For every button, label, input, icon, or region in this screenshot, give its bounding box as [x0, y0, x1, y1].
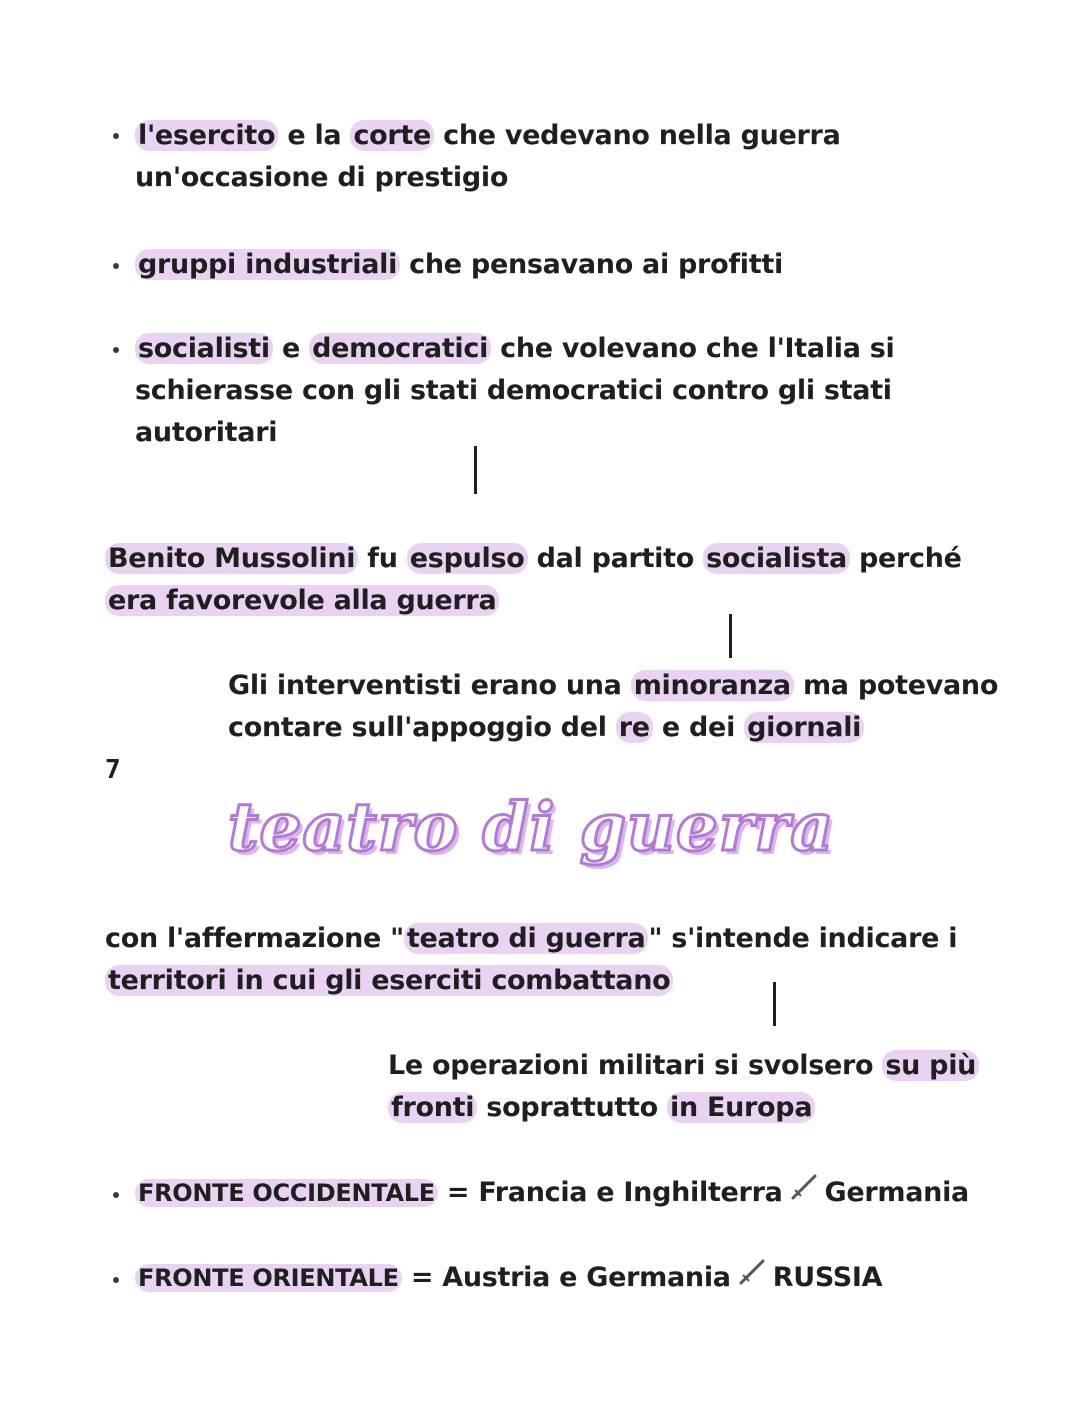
fronte-orientale	[135, 1257, 1035, 1300]
text: e dei	[652, 712, 745, 743]
highlight: su più	[882, 1050, 979, 1081]
highlight: socialisti	[135, 333, 273, 364]
text: contare sull'appoggio del	[228, 712, 616, 743]
text: Le operazioni militari si svolsero	[388, 1050, 883, 1081]
highlight: era favorevole alla guerra	[105, 585, 499, 616]
bullet-dot	[113, 263, 119, 269]
highlight: minoranza	[631, 670, 794, 701]
highlight: giornali	[744, 712, 864, 743]
text: schierasse con gli stati democratici contro gli stati	[135, 375, 892, 406]
text: = Francia e Inghilterra	[437, 1177, 783, 1208]
text: Gli interventisti erano una	[228, 670, 631, 701]
text: che vedevano nella guerra	[434, 120, 841, 151]
text: ma potevano	[793, 670, 999, 701]
connector-line	[773, 982, 776, 1026]
bullet-dot	[113, 133, 119, 139]
highlight: teatro di guerra	[404, 923, 649, 954]
text: dal partito	[527, 543, 704, 574]
bullet-item-socialisti	[135, 328, 955, 454]
bullet-item-esercito	[135, 115, 935, 199]
operazioni-paragraph	[388, 1045, 1028, 1129]
text: = Austria e Germania	[401, 1262, 731, 1293]
highlight: democratici	[309, 333, 491, 364]
fronte-occidentale	[135, 1172, 1035, 1215]
text: fu	[358, 543, 407, 574]
highlight: espulso	[407, 543, 528, 574]
bullet-dot	[113, 1192, 119, 1198]
highlight: in Europa	[667, 1092, 815, 1123]
highlight: Benito Mussolini	[105, 543, 358, 574]
highlight: fronti	[388, 1092, 477, 1123]
text: soprattutto	[477, 1092, 667, 1123]
highlight: territori in cui gli eserciti combattano	[105, 965, 673, 996]
text: Germania	[824, 1177, 969, 1208]
bullet-dot	[113, 347, 119, 353]
text: un'occasione di prestigio	[135, 162, 509, 193]
bullet-item-gruppi	[135, 244, 935, 286]
text: " s'intende indicare i	[648, 923, 958, 954]
highlight: gruppi industriali	[135, 249, 400, 280]
connector-line	[474, 446, 477, 494]
text: che pensavano ai profitti	[400, 249, 783, 280]
highlight: FRONTE ORIENTALE	[135, 1264, 402, 1292]
highlight: FRONTE OCCIDENTALE	[135, 1179, 438, 1207]
interventisti-paragraph	[228, 665, 1028, 749]
highlight: corte	[350, 120, 434, 151]
mussolini-paragraph	[105, 538, 1005, 622]
text: con l'affermazione "	[105, 923, 404, 954]
text: RUSSIA	[772, 1262, 883, 1293]
bullet-dot	[113, 1277, 119, 1283]
sword-icon	[789, 1172, 819, 1215]
page-number: 7	[105, 755, 121, 785]
teatro-definition	[105, 918, 1005, 1002]
text: e la	[278, 120, 351, 151]
highlight: re	[616, 712, 653, 743]
connector-line	[729, 614, 732, 658]
text: autoritari	[135, 417, 278, 448]
highlight: l'esercito	[135, 120, 278, 151]
text: e	[272, 333, 310, 364]
sword-icon	[737, 1257, 767, 1300]
text: perché	[849, 543, 962, 574]
text: che volevano che l'Italia si	[491, 333, 895, 364]
section-title: teatro di guerra	[228, 788, 835, 866]
highlight: socialista	[703, 543, 850, 574]
